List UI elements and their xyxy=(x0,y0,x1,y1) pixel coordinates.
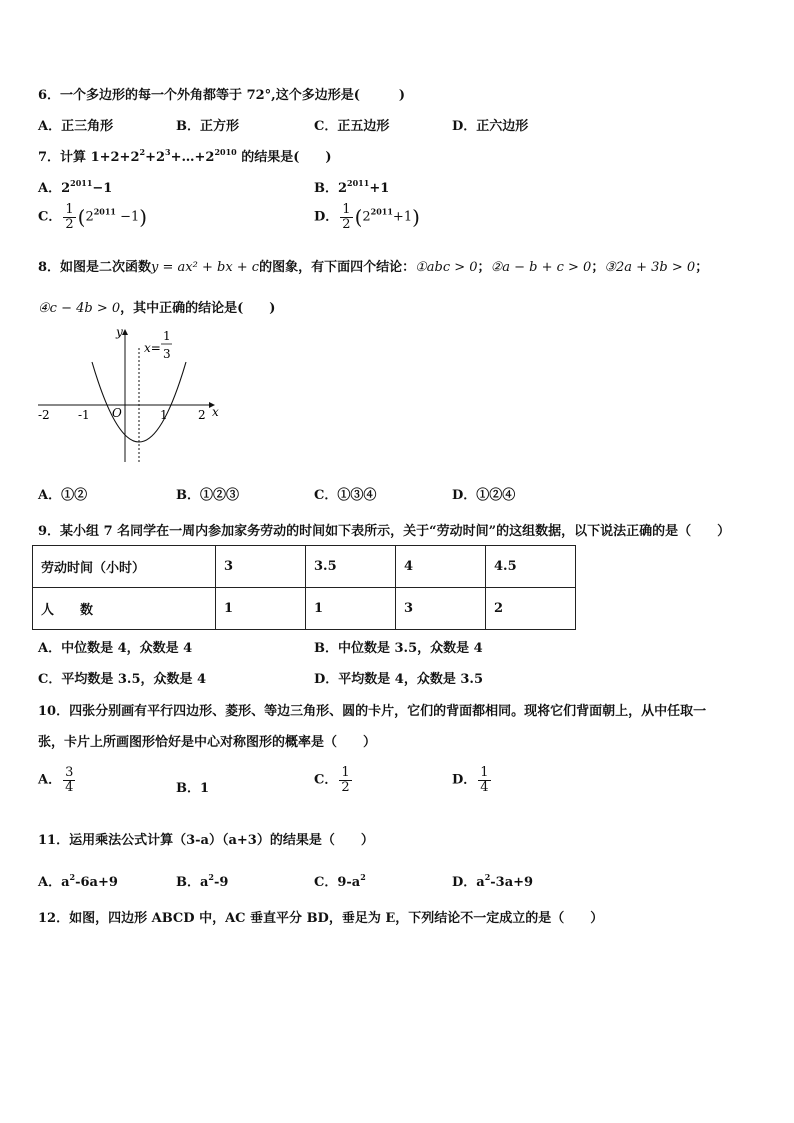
q9-option-d: D．平均数是 4，众数是 3.5 xyxy=(314,672,483,687)
q10-option-a: A． $\frac{3}{4}$ xyxy=(38,765,74,795)
table-cell: 4.5 xyxy=(486,546,576,588)
parabola-graph xyxy=(34,322,234,472)
table-cell: 3 xyxy=(216,546,306,588)
q12-stem: 12．如图，四边形 ABCD 中，AC 垂直平分 BD，垂足为 E，下列结论不一定成立的是（ ） xyxy=(38,911,604,926)
tick-label: -1 xyxy=(78,408,90,422)
q6-option-c: C．正五边形 xyxy=(314,119,390,134)
q9-option-c: C．平均数是 3.5，众数是 4 xyxy=(38,672,207,687)
q11-option-d: D．$a^2-3a+9$ xyxy=(452,872,534,890)
q9-option-b: B．中位数是 3.5，众数是 4 xyxy=(314,641,483,656)
q6-option-d: D．正六边形 xyxy=(452,119,529,134)
q6-option-a: A．正三角形 xyxy=(38,119,114,134)
table-cell: 4 xyxy=(396,546,486,588)
table-row xyxy=(33,588,576,630)
y-axis-label: y xyxy=(116,325,123,339)
q8-option-d: D．①②④ xyxy=(452,488,516,503)
q8-stem-line1: 8．如图是二次函数y = ax² + bx + c的图象，有下面四个结论：①abc > 0；②a − b + c > 0；③2a + 3b > 0； xyxy=(38,260,709,275)
table-cell: 2 xyxy=(486,588,576,630)
fraction: $\frac{1}{4}$ xyxy=(480,765,489,795)
q11-option-c: C．$9-a^2$ xyxy=(314,872,366,890)
q10-stem-line1: 10．四张分别画有平行四边形、菱形、等边三角形、圆的卡片，它们的背面都相同。现将它们背面朝上，从中任取一 xyxy=(38,704,707,719)
table-cell: 3.5 xyxy=(306,546,396,588)
fraction: $\frac{1}{2}$ xyxy=(341,765,350,795)
tick-label: -2 xyxy=(38,408,50,422)
fraction: $\frac{1}{2}$ xyxy=(342,202,351,232)
symmetry-label: x= xyxy=(144,341,161,355)
q10-option-c: C． $\frac{1}{2}$ xyxy=(314,765,350,795)
tick-label: 2 xyxy=(198,408,206,422)
table-cell: 人 数 xyxy=(33,588,216,630)
q8-option-b: B．①②③ xyxy=(176,488,239,503)
q7-option-d: D． $\frac{1}{2}$ $(2^{2011}+1)$ xyxy=(314,202,420,232)
q11-option-b: B．$a^2-9$ xyxy=(176,872,229,890)
q6-option-b: B．正方形 xyxy=(176,119,239,134)
origin-label: O xyxy=(112,406,122,420)
q7-option-a: A．$2^{2011}-1$ xyxy=(38,178,113,196)
table-row xyxy=(33,546,576,588)
q11-option-a: A．$a^2-6a+9$ xyxy=(38,872,118,890)
labor-time-table xyxy=(32,545,576,630)
q7-option-c: C． $\frac{1}{2}$ $(2^{2011} -1)$ xyxy=(38,202,148,232)
q8-option-c: C．①③④ xyxy=(314,488,377,503)
q6-stem: 6．一个多边形的每一个外角都等于 72°,这个多边形是( ) xyxy=(38,88,405,103)
q10-stem-line2: 张，卡片上所画图形恰好是中心对称图形的概率是（ ） xyxy=(38,735,377,750)
q7-option-b: B．$2^{2011}+1$ xyxy=(314,178,390,196)
table-cell: 3 xyxy=(396,588,486,630)
table-cell: 劳动时间（小时） xyxy=(33,546,216,588)
tick-label: 1 xyxy=(160,408,168,422)
table-cell: 1 xyxy=(216,588,306,630)
fraction: $\frac{1}{2}$ xyxy=(65,202,74,232)
svg-text:1: 1 xyxy=(163,329,171,343)
q8-stem-line2: ④c − 4b > 0，其中正确的结论是( ) xyxy=(38,301,276,316)
q7-stem: 7．计算 $1+2+2^2+2^3+\dots+2^{2010}$ 的结果是( ) xyxy=(38,147,332,165)
q9-option-a: A．中位数是 4，众数是 4 xyxy=(38,641,193,656)
q11-stem: 11．运用乘法公式计算（3-a）（a+3）的结果是（ ） xyxy=(38,833,374,848)
table-cell: 1 xyxy=(306,588,396,630)
x-axis-label: x xyxy=(212,405,219,419)
q10-option-b: B．1 xyxy=(176,781,210,796)
q8-option-a: A．①② xyxy=(38,488,88,503)
q9-stem: 9．某小组 7 名同学在一周内参加家务劳动的时间如下表所示，关于“劳动时间”的这组数据，以下说法正确的是（ ） xyxy=(38,524,731,539)
q10-option-d: D． $\frac{1}{4}$ xyxy=(452,765,489,795)
fraction: $\frac{3}{4}$ xyxy=(65,765,74,795)
svg-text:3: 3 xyxy=(163,347,171,361)
